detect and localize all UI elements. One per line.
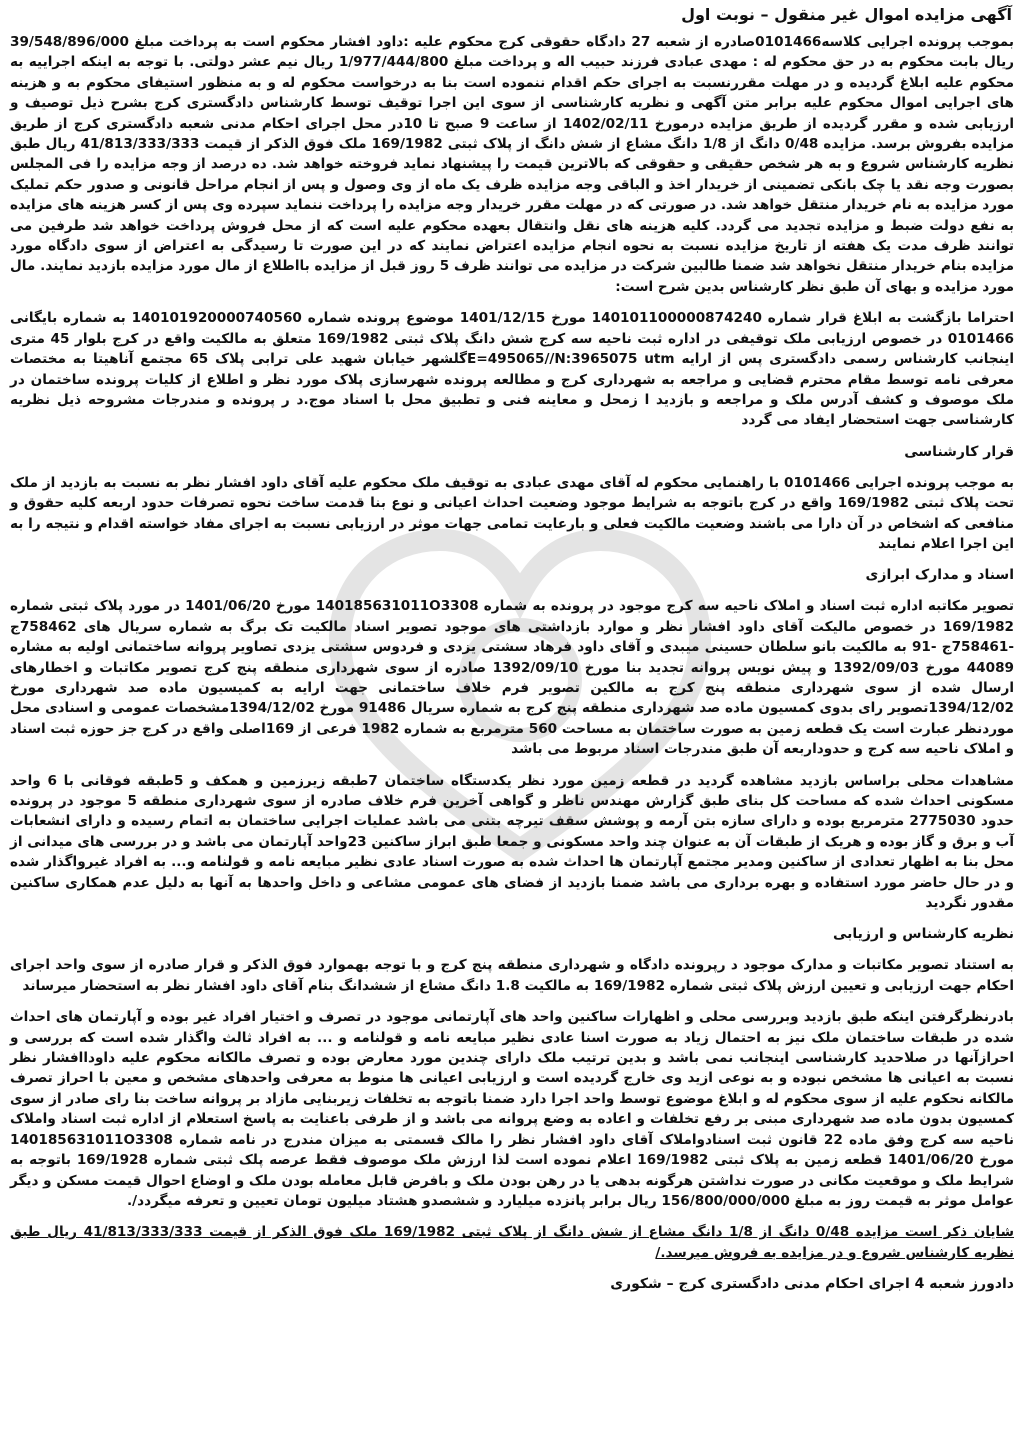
notice-title: آگهی مزایده اموال غیر منقول – نوبت اول [681, 5, 1012, 24]
section-heading-documents: اسناد و مدارک ابرازی [865, 567, 1014, 584]
section-heading-valuation: نظریه کارشناس و ارزیابی [832, 926, 1014, 943]
observations-paragraph: مشاهدات محلی براساس بازدید مشاهده گردید در قطعه زمین مورد نظر یکدستگاه ساختمان 7طبقه زیرزمین و همکف و 5طبقه فوقانی با 6 واحد مسکونی احداث شده که مساحت کل بنای طبق گزارش مهندس ناظر و گواهی آخرین فرم خلاف صادره از سوی شهرداری منطقه 5 موجود در پرونده حدود 2775030 مترمربع بوده و دارای سازه بتن آرمه و پوشش سقف تیرچه بتنی می باشد عملیات اجرایی ساختمان به اتمام رسیده و دارای انشعابات آب و برق و گاز بوده و هریک از طبقات آن به عنوان چند واحد مسکونی و جمعا طبق ابراز ساکنین 23واحد آپارتمان می باشد و در بررسی های میدانی از محل بنا به اظهار تعدادی از ساکنین ومدیر مجتمع آپارتمان ها احداث شده به صورت اسناد عادی نظیر مبایعه نامه و قولنامه و... به افراد غیرواگذار شده و در حال حاضر مورد استفاده و بهره برداری می باشد ضمنا بازدید از فضای های عمومی مشاعی و داخل واحدها به آنها به دلیل عدم همکاری ساکنین مقدور نگردید [10, 772, 1015, 912]
auction-notice [10, 4, 1014, 1448]
valuation-detail-paragraph: بادرنظرگرفتن اینکه طبق بازدید وبررسی محلی و اظهارات ساکنین واحد های آپارتمانی موجود در تصرف و اختیار افراد غیر بوده و آپارتمان های احداث شده در طبقات ساختمان ملک نیز به احتمال زیاد به صورت اسنا عادی نظیر مبایعه نامه و قولنامه و ... به افراد ثالث واگذار شده است که بررسی و احرازآنها در صلاحدید کارشناسی اینجانب نمی باشد و بدین ترتیب ملک دارای چندین مورد معارض بوده و تصرف مالکانه محکوم علیه داوداافشار نظر نسبت به اعیانی ها مشخص نبوده و به نوعی ازید وی خارج گردیده است و ارزیابی اعیانی ها منوط به معرفی واحدهای مشخص و معین با احراز تصرف مالکانه نحکوم علیه از سوی محکوم له و ابلاغ موضوع توسط واحد اجرا دارد ضمنا باتوجه به تخلفات زیربنایی مازاد بر پروانه ساخت بنا رای صادر از سوی کمسیون بدون ماده صد شهرداری مبنی بر رفع تخلفات و اعاده به وضع پروانه می باشد و از طرفی باعنایت به پاسخ استعلام از اداره ثبت اسناد واملاک ناحیه سه کرج وفق ماده 22 قانون ثبت اسنادواملاک آقای داود افشار نظر را مالک قسمتی به میزان مندرج در نامه شماره 140185631011O3308 مورخ 1401/06/20 قطعه زمین به پلاک ثبتی 169/1982 اعلام نموده است لذا ارزش ملک موصوف فقط عرصه پلک ثبتی شماره 169/1928 باتوجه به شرایط ملک و موقعیت مکانی در صورت نداشتن هرگونه بدهی یا در رهن بودن ملک و بافرض قابل معامله بودن ملک و اوضاع احوال قیمت مسکن و دیگر عوامل موثر به قیمت روز به مبلغ 156/800/000/000 ریال برابر پانزده میلیارد و ششصدو هشتاد میلیون تومان تعیین و تعرفه میگردد/. [10, 1009, 1014, 1209]
expert-letter-paragraph: احتراما بازگشت به ابلاغ قرار شماره 140101100000874240 مورخ 1401/12/15 موضوع پرونده شماره 140101920000740560 به شماره بایگانی 0101466 در خصوص ارزیابی ملک توقیفی در اداره ثبت ناحیه سه کرج شش دانگ پلاک ثبتی 169/1982 متعلق به مالکیت واقع در کرج بلوار 45 متری اینجانب کارشناس رسمی دادگستری پس از ارایه E=495065//N:3965075 utmگلشهر خیابان شهید علی ترابی پلاک 65 مجتمع آناهیتا به مختصات معرفی نامه توسط مقام محترم قضایی و مراجعه به شهرداری کرج و مطالعه پرونده شهرسازی پلاک مورد نظر و اطلاع از کلیات پرونده ساختمان در ملک موصوف و کشف آدرس ملک و مراجعه و بازدید ا زمحل و معاینه فنی و تطبیق محل با اسناد موج.د ر پرونده و مندرجات مشروحه ذیل نظریه کارشناسی جهت استحضار ایفاد می گردد [10, 310, 1015, 429]
valuation-intro-paragraph: به استناد تصویر مکاتبات و مدارک موجود د رپرونده دادگاه و شهرداری منطقه پنج کرج و با توجه بهموارد فوق الذکر و قرار صادره از سوی واحد اجرای احکام جهت ارزیابی و تعیین ارزش پلاک ثبتی شماره 169/1982 به مالکیت 1.8 دانگ مشاع از ششدانگ بنام آقای داود افشار نظر به استحضار میرساند [10, 957, 1014, 994]
closing-note: شایان ذکر است مزایده 0/48 دانگ از 1/8 دانگ مشاع از شش دانگ از پلاک ثبتی 169/1982 ملک فوق الذکر از قیمت 41/813/333/333 ریال طبق نظریه کارشناس شروع و در مزایده به فروش میرسد./ [10, 1224, 1015, 1261]
signature-line: دادورز شعبه 4 اجرای احکام مدنی دادگستری کرج – شکوری [610, 1276, 1014, 1293]
expert-order-paragraph: به موجب پرونده اجرایی 0101466 با راهنمایی محکوم له آقای مهدی عبادی به توقیف ملک محکوم علیه آقای داود افشار نظر به نسبت به بازدید از ملک تحت پلاک ثبتی 169/1982 واقع در کرج باتوجه به شرایط موجود وضعیت احداث اعیانی و نوع بنا قدمت ساخت نحوه تصرفات حدود اربعه کلیه حقوق و منافعی که اشخاص در آن دارا می باشند وضعیت مالکیت فعلی و بارعایت تمامی جهات موثر در ارزیابی نسبت به اجرای مفاد خواسته اقدام و نتیجه را به این اجرا اعلام نمایند [10, 474, 1014, 552]
intro-paragraph: بموجب پرونده اجرایی کلاسه0101466صادره از شعبه 27 دادگاه حقوقی کرج محکوم علیه :داود افشار محکوم است به پرداخت مبلغ 39/548/896/000 ریال بابت محکوم به در حق محکوم له : مهدی عبادی فرزند حبیب اله و پرداخت مبلغ 1/977/444/800 ریال نیم عشر دولتی. با توجه به اینکه اجراییه به محکوم علیه ابلاغ گردیده و در مهلت مقررنسبت به اجرای حکم اقدام ننموده است بنا به درخواست محکوم له و به منظور استیفای محکوم به و هزینه های اجرایی اموال محکوم علیه برابر متن آگهی و نظریه کارشناسی از سوی این اجرا توقیف توسط کارشناس دادگستری کرج بشرح ذیل توصیف و ارزیابی شده و مقرر گردیده از طریق مزایده درمورخ 1402/02/11 از ساعت 9 صبح تا 10در محل اجرای احکام مدنی شعبه دادگستری کرج از طریق مزایده بفروش برسد. مزایده 0/48 دانگ از 1/8 دانگ مشاع از شش دانگ از پلاک ثبتی 169/1982 ملک فوق الذکر از قیمت 41/813/333/333 ریال طبق نظریه کارشناس شروع و به هر شخص حقیقی و حقوقی که بالاترین قیمت را پیشنهاد نماید فروخته خواهد شد. ده درصد از وجه مزایده را فی المجلس بصورت وجه نقد یا چک بانکی تضمینی از خریدار اخذ و الباقی وجه مزایده ظرف یک ماه از وی وصول و پس از انجام مراحل قانونی و صدور حکم تملیک مورد مزایده به نام خریدار منتقل خواهد شد. در صورتی که در مهلت مقرر خریدار وجه مزایده را پرداخت ننماید سپرده وی پس از کسر هزینه های مزایده به نفع دولت ضبط و مزایده تجدید می گردد. کلیه هزینه های نقل وانتقال بعهده محکوم علیه است که از محل فروش پرداخت خواهد شد طرفین می توانند ظرف مدت یک هفته از تاریخ مزایده نسبت به نحوه انجام مزایده اعتراض نمایند که در این صورت تا رسیدگی به اعتراض از سوی دادگاه مورد مزایده بنام خریدار منتقل نخواهد شد ضمنا طالبین شرکت در مزایده می توانند ظرف 5 روز قبل از مزایده بااطلاع از مال مورد مزایده بازدید نمایند. مال مورد مزایده و بهای آن طبق نظر کارشناس بدین شرح است: [10, 34, 1015, 295]
documents-paragraph: تصویر مکاتبه اداره ثبت اسناد و املاک ناحیه سه کرج موجود در پرونده به شماره 140185631011O3308 مورخ 1401/06/20 در مورد پلاک ثبتی شماره 169/1982 در خصوص مالیکت آقای داود افشار نظر و موارد بازداشتی های موجود تصویر اسناد مالکیت تک برگ به شماره سریال های 758462ج -758461ج -91 به مالکیت بانو سلطان حسینی میبدی و آقای داود فرهاد سشتی یزدی و فردوس سشتی یزدی تصاویر پروانه ساختمانی اولیه به مشاره 44089 مورخ 1392/09/03 و پیش نویس پروانه تجدید بنا مورخ 1392/09/10 صادره از سوی شهرداری منطقه پنج کرج تصویر مکاتبات و اخطارهای ارسال شده از سوی شهرداری منطقه پنج کرج به مالکین تصویر فرم خلاف ساختمانی جهت ارایه به کمیسیون ماده صد شهرداری مورخ 1394/12/02تصویر رای بدوی کمسیون ماده صد شهرداری منطقه پنج کرج به شماره سریال 91486 مورخ 1394/12/02مشخصات عمومی و اسنادی محل موردنظر عبارت است یک قطعه زمین به صورت ساختمان به مساحت 560 مترمربع به شماره 1982 فرعی از 169اصلی واقع در کرج جز حوزه ثبت اسناد و املاک ناحیه سه کرج و حدوداربعه آن طبق مندرجات اسناد مربوط می باشد [10, 598, 1015, 758]
section-heading-expert-order: قرار کارشناسی [904, 443, 1014, 460]
